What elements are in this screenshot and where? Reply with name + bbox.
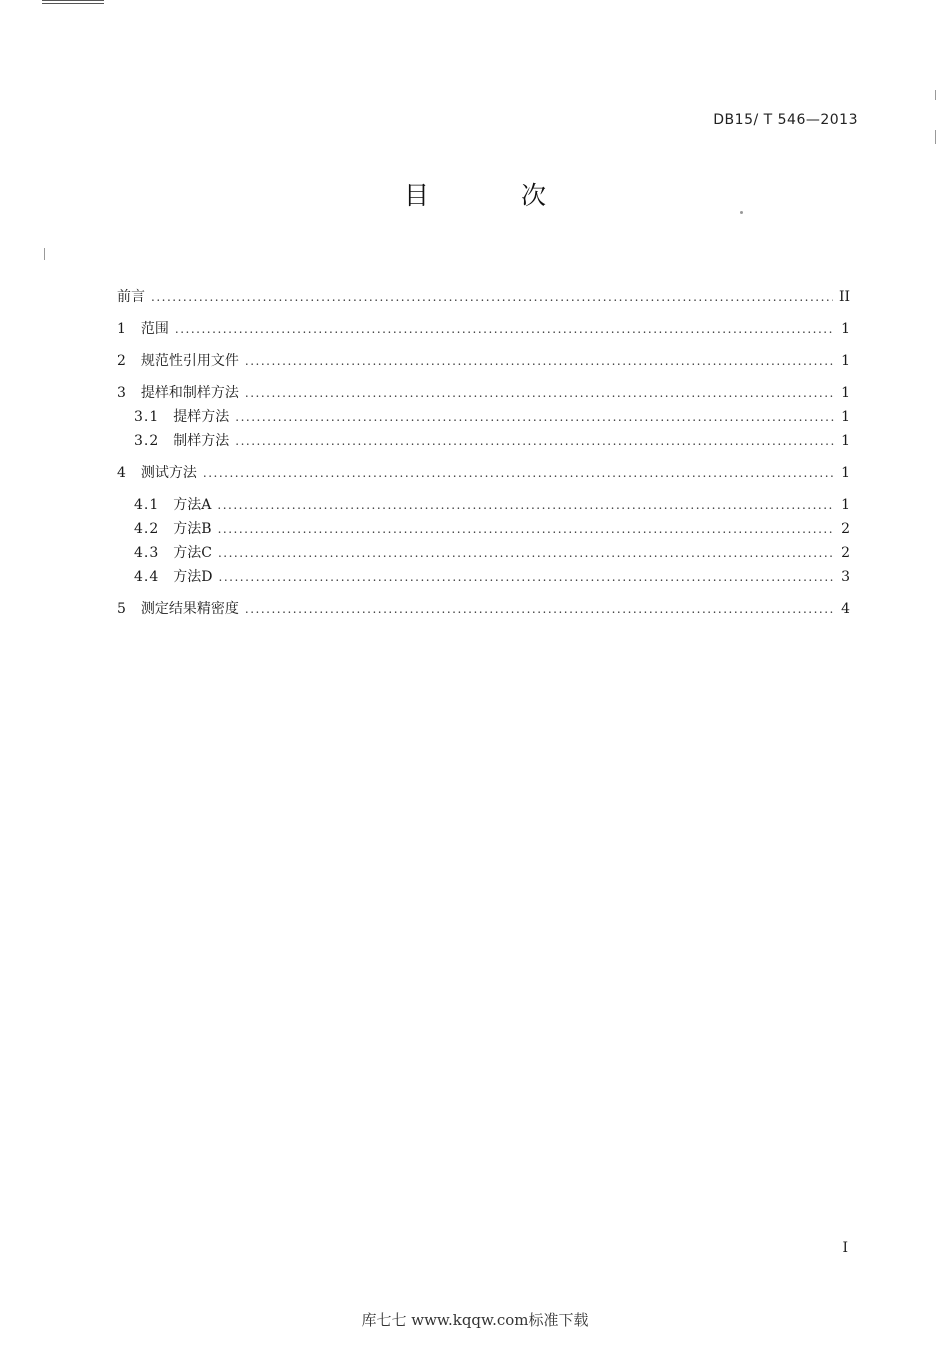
table-of-contents xyxy=(117,286,850,622)
toc-entry-page: 1 xyxy=(841,353,850,369)
toc-entry-number: 4 xyxy=(117,465,127,481)
scan-speck xyxy=(935,130,936,144)
toc-entry-page: 3 xyxy=(841,569,850,585)
toc-entry-label: 测试方法 xyxy=(140,465,197,481)
toc-dot-leader xyxy=(217,498,834,512)
toc-entry-label: 方法C xyxy=(173,545,212,561)
toc-entry-label: 规范性引用文件 xyxy=(140,353,239,369)
toc-entry-page: 2 xyxy=(841,545,850,561)
toc-dot-leader xyxy=(175,322,834,336)
toc-entry-page: 1 xyxy=(841,409,850,425)
toc-entry[interactable] xyxy=(117,406,850,430)
toc-dot-leader xyxy=(235,410,834,424)
toc-entry[interactable] xyxy=(117,494,850,518)
toc-entry-label: 制样方法 xyxy=(173,433,230,449)
toc-dot-leader xyxy=(203,466,834,480)
toc-entry-number: 3.2 xyxy=(134,433,160,449)
toc-entry-page: 2 xyxy=(841,521,850,537)
scan-speck xyxy=(740,211,743,214)
toc-entry[interactable] xyxy=(117,462,850,486)
toc-dot-leader xyxy=(151,290,833,304)
page-number: I xyxy=(842,1240,848,1256)
toc-entry[interactable] xyxy=(117,430,850,454)
toc-entry[interactable] xyxy=(117,350,850,374)
toc-entry-label: 提样和制样方法 xyxy=(140,385,239,401)
toc-dot-leader xyxy=(235,434,834,448)
toc-entry[interactable] xyxy=(117,382,850,406)
toc-entry-number: 4.4 xyxy=(134,569,160,585)
toc-entry-page: 1 xyxy=(841,465,850,481)
toc-entry[interactable] xyxy=(117,286,850,310)
toc-entry[interactable] xyxy=(117,318,850,342)
toc-entry-label: 方法B xyxy=(173,521,212,537)
toc-entry-page: 4 xyxy=(841,601,850,617)
toc-dot-leader xyxy=(245,602,834,616)
toc-entry-page: II xyxy=(838,289,850,305)
watermark-text: 库七七 www.kqqw.com标准下载 xyxy=(361,1311,589,1329)
toc-entry-label: 提样方法 xyxy=(173,409,230,425)
toc-dot-leader xyxy=(245,386,834,400)
toc-dot-leader xyxy=(218,522,834,536)
toc-entry-number: 3 xyxy=(117,385,127,401)
toc-entry-number: 4.2 xyxy=(134,521,160,537)
toc-entry-number: 4.3 xyxy=(134,545,160,561)
toc-entry-number: 3.1 xyxy=(134,409,160,425)
toc-entry-label: 前言 xyxy=(117,289,145,305)
toc-entry[interactable] xyxy=(117,598,850,622)
toc-entry-page: 1 xyxy=(841,321,850,337)
toc-entry-label: 范围 xyxy=(140,321,169,337)
toc-entry-number: 5 xyxy=(117,601,127,617)
toc-dot-leader xyxy=(218,546,834,560)
toc-dot-leader xyxy=(245,354,834,368)
toc-dot-leader xyxy=(219,570,835,584)
scan-speck xyxy=(44,248,45,260)
toc-entry-page: 1 xyxy=(841,385,850,401)
standard-number: DB15/ T 546—2013 xyxy=(713,112,858,128)
toc-entry-label: 方法D xyxy=(173,569,213,585)
scan-speck xyxy=(935,90,936,100)
toc-entry-label: 测定结果精密度 xyxy=(140,601,239,617)
toc-entry-number: 4.1 xyxy=(134,497,160,513)
toc-entry[interactable] xyxy=(117,518,850,542)
toc-entry-label: 方法A xyxy=(173,497,212,513)
toc-entry-number: 2 xyxy=(117,353,127,369)
toc-entry-page: 1 xyxy=(841,497,850,513)
top-rule xyxy=(42,0,104,4)
toc-entry-number: 1 xyxy=(117,321,127,337)
toc-entry-page: 1 xyxy=(841,433,850,449)
toc-entry[interactable] xyxy=(117,542,850,566)
toc-entry[interactable] xyxy=(117,566,850,590)
page-title: 目 次 xyxy=(404,181,588,210)
